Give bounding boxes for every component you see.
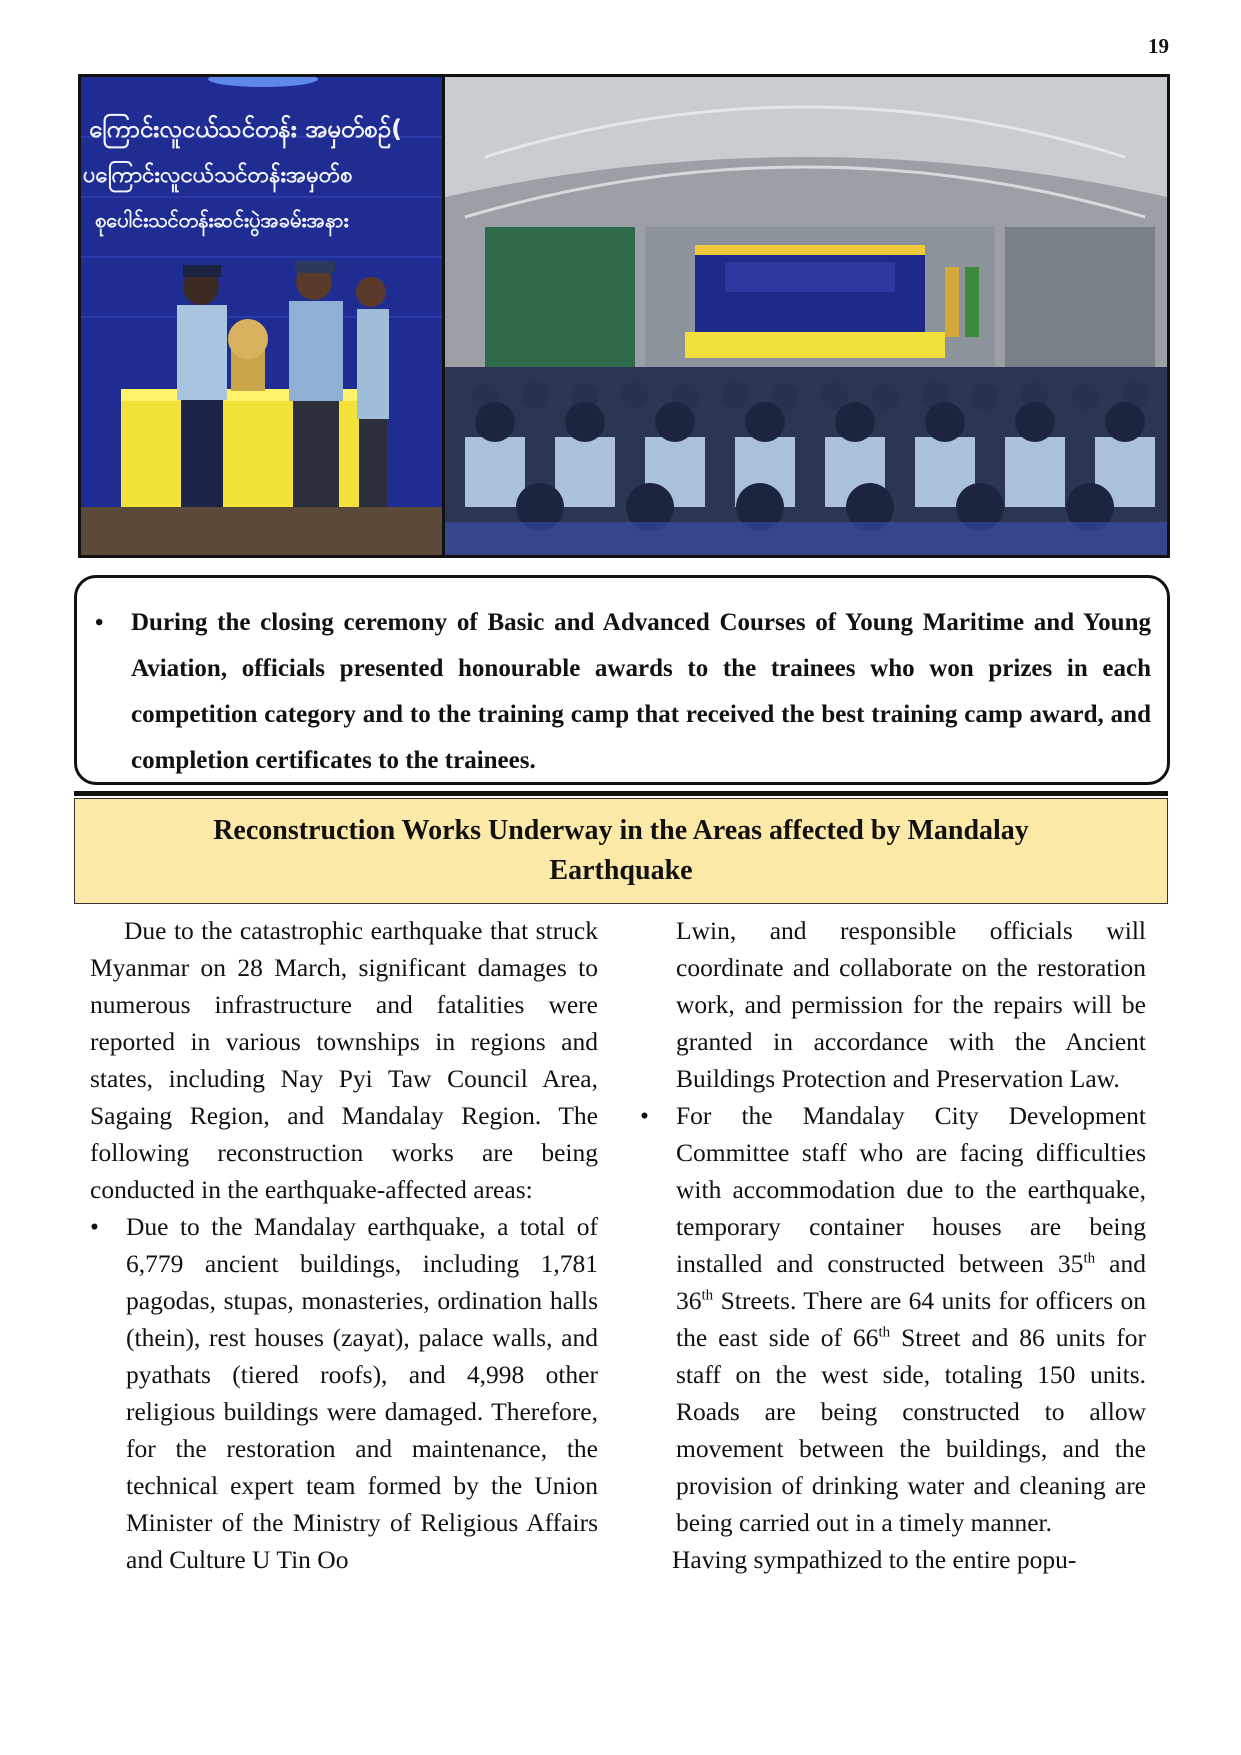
article-column-right xyxy=(672,912,1146,1578)
award-presentation-photo xyxy=(81,77,445,555)
banner-line-3: စုပေါင်းသင်တန်းဆင်းပွဲအခမ်းအနား xyxy=(95,208,349,232)
photo-strip xyxy=(78,74,1170,558)
superscript-th: th xyxy=(878,1324,891,1341)
headline-box xyxy=(74,798,1168,904)
superscript-th: th xyxy=(1083,1250,1096,1267)
banner-line-2: ပကြောင်းလူငယ်သင်တန်းအမှတ်စ xyxy=(83,163,353,188)
ceremony-hall-illustration xyxy=(445,77,1167,555)
bullet-container-houses xyxy=(640,1097,1146,1541)
ceremony-hall-photo xyxy=(445,77,1167,555)
article-intro: Due to the catastrophic earthquake that struck Myanmar on 28 March, significant damages to numerous infrastructure and fatalities were reported in various townships in regions and states, including Nay Pyi Taw Council Area, Sagaing Region, and Mandalay Region. The following reconstruction works are being conducted in the earthquake-affected areas: xyxy=(90,916,598,1204)
bullet-ancient-buildings-continued: Lwin, and responsible officials will coordinate and collaborate on the restoration work, and permission for the repairs will be granted in accordance with the Ancient Buildings Protection and Preservation Law. xyxy=(676,916,1146,1093)
article-continuation: Having sympathized to the entire popu- xyxy=(672,1545,1077,1574)
bullet-container-houses-text-b: and 36 xyxy=(676,1249,1146,1315)
page-number: 19 xyxy=(1148,34,1169,58)
banner-line-1: ကြောင်းလူငယ်သင်တန်း အမှတ်စဉ်( xyxy=(89,115,403,143)
photo-caption-box xyxy=(74,575,1170,785)
bullet-container-houses-text-a: For the Mandalay City Development Committee staff who are facing difficulties with accommodation due to the earthquake, temporary container houses are being installed and constructed between 35 xyxy=(676,1101,1146,1278)
section-divider xyxy=(74,791,1168,796)
bullet-container-houses-text-c: Streets. There are 64 units for officers on the east side of 66 xyxy=(676,1286,1146,1352)
bullet-ancient-buildings xyxy=(90,1208,598,1578)
article-headline: Reconstruction Works Underway in the Areas affected by Mandalay Earthquake xyxy=(213,815,1029,886)
article-column-left xyxy=(90,912,598,1578)
superscript-th: th xyxy=(701,1287,714,1304)
bullet-container-houses-text-d: Street and 86 units for staff on the west side, totaling 150 units. Roads are being constructed to allow movement between the buildings, and the provision of drinking water and cleaning are being carried out in a timely manner. xyxy=(676,1323,1146,1537)
bullet-ancient-buildings-text: Due to the Mandalay earthquake, a total of 6,779 ancient buildings, including 1,781 pagodas, stupas, monasteries, ordination halls (thein), rest houses (zayat), palace walls, and pyathats (tiered roofs), and 4,998 other religious buildings were damaged. Therefore, for the restoration and maintenance, the technical expert team formed by the Union Minister of the Ministry of Religious Affairs and Culture U Tin Oo xyxy=(126,1212,598,1574)
photo-caption: • During the closing ceremony of Basic and Advanced Courses of Young Maritime and Young Aviation, officials presented honourable awards to the trainees who won prizes in each competition category and to the training camp that received the best training camp award, and completion certificates to the trainees. xyxy=(131,600,1151,784)
award-presentation-illustration xyxy=(81,77,445,555)
